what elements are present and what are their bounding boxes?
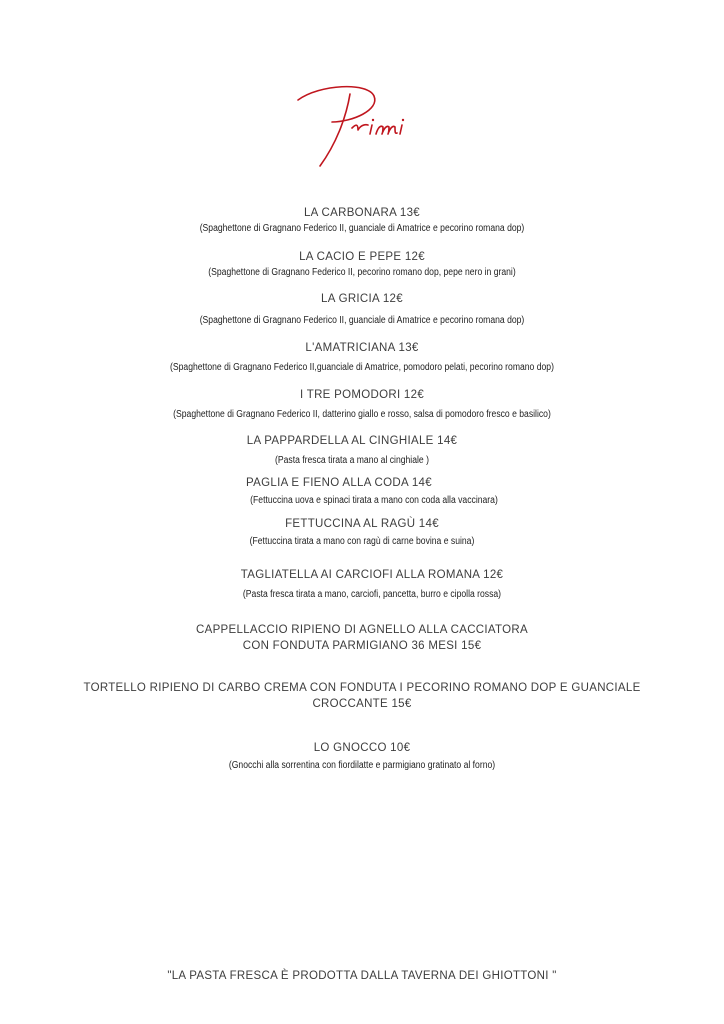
dish-name-continued: CROCCANTE 15€ xyxy=(312,698,412,710)
dish-name: I TRE POMODORI 12€ xyxy=(299,389,425,401)
dish-name-continued: CON FONDUTA PARMIGIANO 36 MESI 15€ xyxy=(242,640,482,652)
dish-description: (Pasta fresca tirata a mano, carciofi, pancetta, burro e cipolla rossa) xyxy=(242,589,502,600)
dish-name: FETTUCCINA AL RAGÙ 14€ xyxy=(285,518,439,530)
menu-item xyxy=(0,622,724,654)
menu-item xyxy=(0,340,724,376)
dish-name: LA PAPPARDELLA AL CINGHIALE 14€ xyxy=(246,435,458,447)
dish-name: TAGLIATELLA AI CARCIOFI ALLA ROMANA 12€ xyxy=(240,569,504,581)
primi-title-logo xyxy=(290,78,420,173)
dish-name: LO GNOCCO 10€ xyxy=(313,742,411,754)
dish-description: (Spaghettone di Gragnano Federico II, guanciale di Amatrice e pecorino romana dop) xyxy=(199,223,525,234)
menu-item xyxy=(0,387,724,423)
dish-name: LA CARBONARA 13€ xyxy=(303,207,421,219)
menu-item xyxy=(0,680,724,712)
dish-name: LA CACIO E PEPE 12€ xyxy=(299,251,425,263)
menu-item xyxy=(0,740,724,774)
footer-note: "LA PASTA FRESCA È PRODOTTA DALLA TAVERNA DEI GHIOTTONI " xyxy=(167,970,557,982)
menu-item xyxy=(0,516,724,550)
dish-description: (Spaghettone di Gragnano Federico II, datterino giallo e rosso, salsa di pomodoro fresco e basilico) xyxy=(173,409,551,420)
dish-description: (Pasta fresca tirata a mano al cinghiale ) xyxy=(275,455,429,466)
dish-name: LA GRICIA 12€ xyxy=(321,293,403,305)
dish-name: PAGLIA E FIENO ALLA CODA 14€ xyxy=(246,477,432,489)
menu-item xyxy=(0,433,714,469)
dish-description: (Gnocchi alla sorrentina con fiordilatte e parmigiano gratinato al forno) xyxy=(228,760,496,771)
menu-item xyxy=(12,475,724,509)
dish-description: (Spaghettone di Gragnano Federico II, pecorino romano dop, pepe nero in grani) xyxy=(208,267,516,278)
menu-item xyxy=(0,205,724,237)
dish-name: TORTELLO RIPIENO DI CARBO CREMA CON FONDUTA I PECORINO ROMANO DOP E GUANCIALE xyxy=(83,682,641,694)
dish-description: (Fettuccina uova e spinaci tirata a mano con coda alla vaccinara) xyxy=(250,495,498,506)
dish-description: (Fettuccina tirata a mano con ragù di carne bovina e suina) xyxy=(249,536,475,547)
menu-item xyxy=(0,249,724,281)
dish-name: CAPPELLACCIO RIPIENO DI AGNELLO ALLA CACCIATORA xyxy=(196,624,528,636)
dish-name: L'AMATRICIANA 13€ xyxy=(305,342,419,354)
dish-description: (Spaghettone di Gragnano Federico II,guanciale di Amatrice, pomodoro pelati, pecorino romano dop) xyxy=(170,362,554,373)
dish-description: (Spaghettone di Gragnano Federico II, guanciale di Amatrice e pecorino romana dop) xyxy=(199,315,525,326)
menu-item xyxy=(0,291,724,329)
menu-item xyxy=(10,567,724,603)
